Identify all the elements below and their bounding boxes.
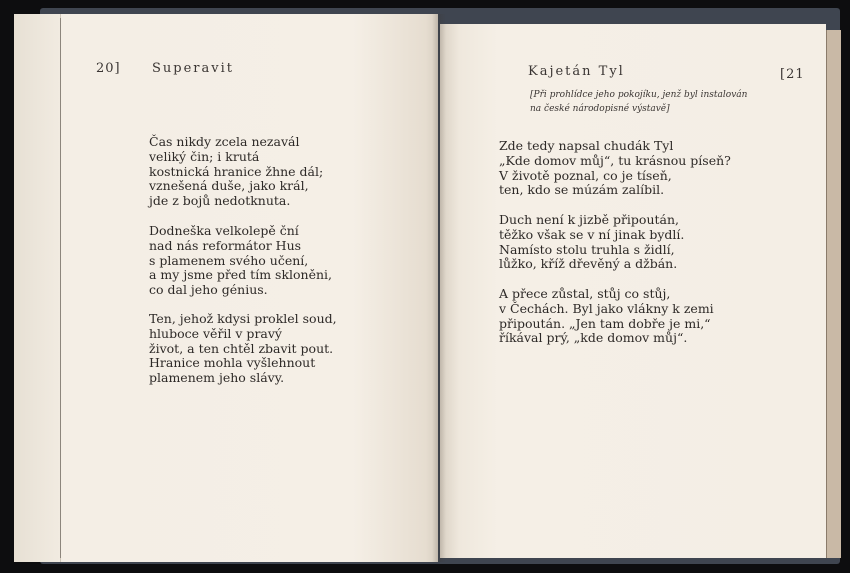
verse-line: Čas nikdy zcela nezavál <box>149 134 300 149</box>
left-stanza-2 <box>149 224 332 298</box>
left-page-number: 20] <box>96 61 121 76</box>
subtitle-line: na české národopisné výstavě] <box>530 104 670 114</box>
right-stanza-1 <box>499 139 731 198</box>
verse-line: Duch není k jizbě připoután, <box>499 212 679 227</box>
verse-line: a my jsme před tím skloněni, <box>149 267 333 283</box>
verse-line: lůžko, kříž dřevěný a džbán. <box>499 256 678 272</box>
verse-line: plamenem jeho slávy. <box>149 370 285 386</box>
book-spine <box>432 14 446 562</box>
left-page-edge <box>14 14 61 562</box>
verse-line: Namísto stolu truhla s židlí, <box>499 241 675 257</box>
verse-line: A přece zůstal, stůj co stůj, <box>499 286 671 301</box>
verse-line: s plamenem svého učení, <box>149 252 309 268</box>
left-running-title: Superavit <box>152 61 234 76</box>
verse-line: říkával prý, „kde domov můj“. <box>499 330 688 346</box>
right-stanza-3 <box>499 287 714 346</box>
subtitle-line: [Při prohlídce jeho pokojíku, jenž byl instalován <box>530 90 748 100</box>
left-stanza-1 <box>149 135 323 209</box>
verse-line: kostnická hranice žhne dál; <box>149 163 324 179</box>
verse-line: co dal jeho génius. <box>149 282 268 298</box>
verse-line: Ten, jehož kdysi proklel soud, <box>149 311 337 326</box>
verse-line: Zde tedy napsal chudák Tyl <box>499 138 674 153</box>
verse-line: nad nás reformátor Hus <box>149 237 302 253</box>
verse-line: „Kde domov můj“, tu krásnou píseň? <box>499 152 731 168</box>
verse-line: veliký čin; i krutá <box>149 148 260 164</box>
verse-line: jde z bojů nedotknuta. <box>149 193 291 209</box>
right-running-title: Kajetán Tyl <box>528 64 625 79</box>
verse-line: těžko však se v ní jinak bydlí. <box>499 226 685 242</box>
verse-line: připoután. „Jen tam dobře je mi,“ <box>499 315 711 331</box>
verse-line: vznešená duše, jako král, <box>149 178 309 194</box>
verse-line: V životě poznal, co je tíseň, <box>499 167 672 183</box>
right-page-edge <box>826 30 841 558</box>
right-page-number: [21 <box>780 67 805 82</box>
verse-line: ten, kdo se múzám zalíbil. <box>499 182 665 198</box>
left-page-divider <box>60 18 61 558</box>
right-stanza-2 <box>499 213 684 272</box>
verse-line: život, a ten chtěl zbavit pout. <box>149 340 334 356</box>
left-stanza-3 <box>149 312 337 386</box>
verse-line: Dodneška velkolepě ční <box>149 223 299 238</box>
verse-line: Hranice mohla vyšlehnout <box>149 355 316 371</box>
poem-subtitle <box>530 88 750 116</box>
verse-line: hluboce věřil v pravý <box>149 325 282 341</box>
verse-line: v Čechách. Byl jako vlákny k zemi <box>499 300 714 316</box>
